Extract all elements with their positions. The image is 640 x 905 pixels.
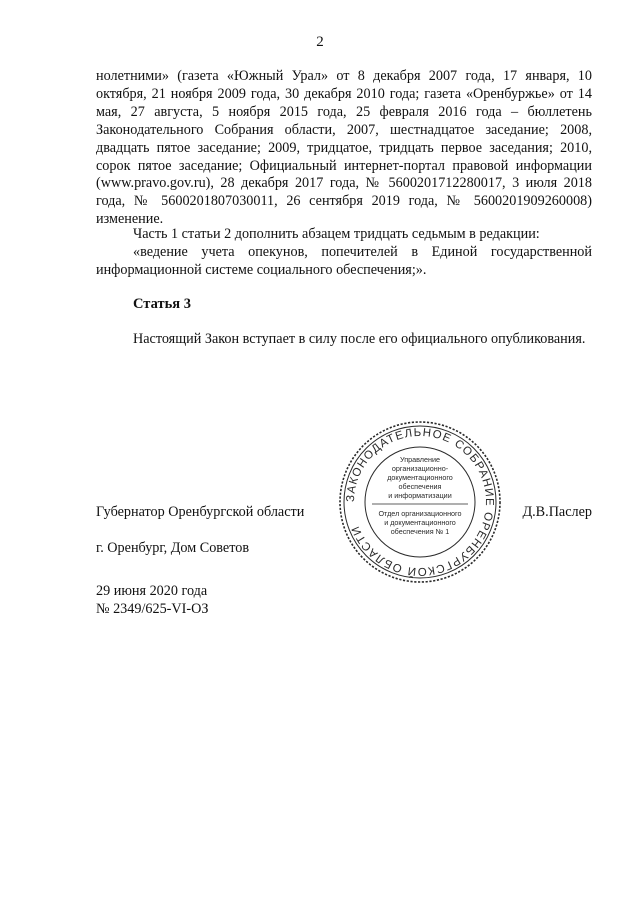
article-text: Настоящий Закон вступает в силу после его официального опубликования. (133, 331, 586, 347)
signing-place: г. Оренбург, Дом Советов (96, 540, 250, 556)
article-heading: Статья 3 (133, 296, 191, 312)
amendment-text: «ведение учета опекунов, попечителей в Единой государственной информационной системе социального обеспечения;». (96, 244, 592, 278)
law-number: № 2349/625-VI-ОЗ (96, 601, 209, 617)
stamp-line: обеспечения (398, 482, 442, 491)
stamp-ring-text: ЗАКОНОДАТЕЛЬНОЕ СОБРАНИЕ ОРЕНБУРГСКОЙ ОБЛАСТИ (344, 426, 496, 578)
official-stamp (336, 418, 504, 586)
stamp-line: и документационного (384, 518, 456, 527)
stamp-line: документационного (387, 473, 453, 482)
stamp-line: организационно- (391, 464, 449, 473)
stamp-line: Отдел организационного (378, 509, 462, 518)
signer-title: Губернатор Оренбургской области (96, 504, 305, 520)
stamp-line: и информатизации (388, 491, 452, 500)
amendment-intro: Часть 1 статьи 2 дополнить абзацем тридцать седьмым в редакции: (133, 226, 540, 242)
svg-text:ЗАКОНОДАТЕЛЬНОЕ СОБРАНИЕ ОРЕНБ (345, 427, 495, 578)
stamp-line: обеспечения № 1 (390, 527, 450, 536)
page-number: 2 (316, 34, 324, 50)
stamp-line: Управление (400, 455, 440, 464)
signer-name: Д.В.Паслер (522, 504, 592, 520)
continuation-paragraph: нолетними» (газета «Южный Урал» от 8 декабря 2007 года, 17 января, 10 октября, 21 ноября 2009 года, 30 декабря 2010 года; газета «Оренбуржье» от 14 мая, 27 августа, 5 ноября 2015 года, 25 февраля 2016 года – бюллетень Законодательного Собрания области, 2007, шестнадцатое заседание; 2008, двадцать пятое заседание; 2009, тридцатое, тридцать первое заседания; 2010, сорок пятое заседание; Официальный интернет-портал правовой информации (www.pravo.gov.ru), 28 декабря 2017 года, № 5600201712280017, 3 июля 2018 года, № 5600201807030011, 26 сентября 2019 года, № 5600201909260008) изменение. (96, 68, 592, 228)
signing-date: 29 июня 2020 года (96, 583, 208, 599)
